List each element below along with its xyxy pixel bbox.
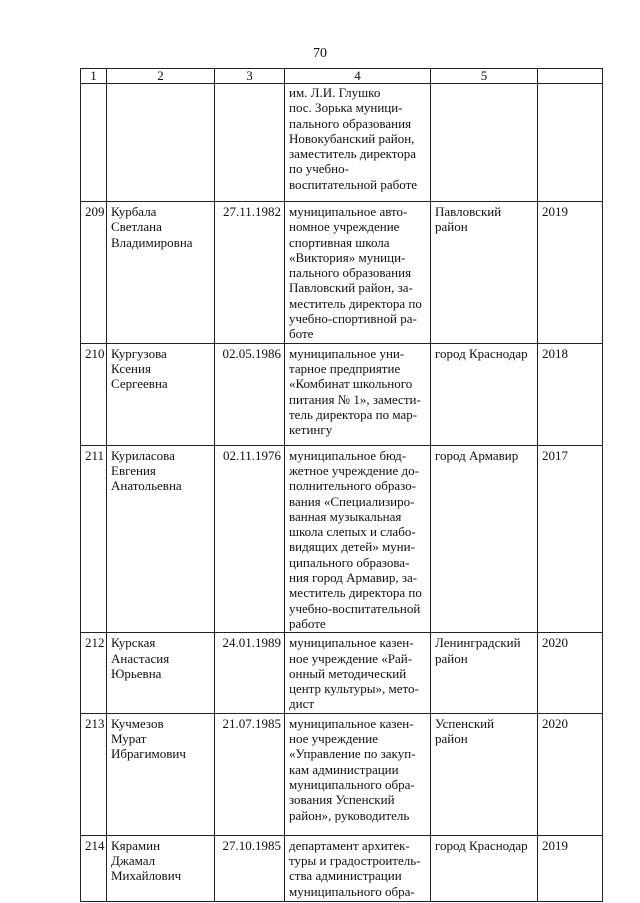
table-row [81, 202, 603, 344]
cell-num: 214 [81, 835, 107, 901]
column-header: 3 [215, 69, 285, 84]
cell-date: 02.05.1986 [215, 343, 285, 445]
column-header: 4 [285, 69, 431, 84]
cell-region: город Краснодар [431, 343, 538, 445]
cell-name: Курбала Светлана Владимировна [107, 202, 215, 344]
cell-name [107, 84, 215, 202]
table-header-row [81, 69, 603, 84]
cell-date: 02.11.1976 [215, 445, 285, 633]
cell-num: 212 [81, 633, 107, 713]
cell-organization: муниципальное авто- номное учреждение спортивная школа «Виктория» муници- пального образования Павловский район, за- меститель директора по учебно-спортивной ра- боте [285, 202, 431, 344]
cell-organization: муниципальное казен- ное учреждение «Рай- онный методический центр культуры», мето- дист [285, 633, 431, 713]
table-row [81, 445, 603, 633]
cell-num: 209 [81, 202, 107, 344]
cell-region: город Краснодар [431, 835, 538, 901]
cell-date: 27.10.1985 [215, 835, 285, 901]
cell-name: Курская Анастасия Юрьевна [107, 633, 215, 713]
page-number: 70 [313, 46, 327, 61]
column-header: 2 [107, 69, 215, 84]
cell-region: Павловский район [431, 202, 538, 344]
cell-num [81, 84, 107, 202]
table-row [81, 633, 603, 713]
table-row [81, 713, 603, 835]
cell-num: 210 [81, 343, 107, 445]
cell-region: Успенский район [431, 713, 538, 835]
cell-year: 2019 [538, 835, 603, 901]
cell-organization: муниципальное уни- тарное предприятие «Комбинат школьного питания № 1», замести- тель директора по мар- кетингу [285, 343, 431, 445]
table-row [81, 343, 603, 445]
cell-region: Ленинградский район [431, 633, 538, 713]
cell-organization: муниципальное бюд- жетное учреждение до- полнительного образо- вания «Специализиро- ванная музыкальная школа слепых и слабо- видящих детей» муни- ципального образова- ния город Армавир, за- меститель директора по учебно-воспитательной работе [285, 445, 431, 633]
cell-date: 21.07.1985 [215, 713, 285, 835]
cell-date [215, 84, 285, 202]
cell-name: Кургузова Ксения Сергеевна [107, 343, 215, 445]
registry-table [80, 68, 603, 902]
cell-region [431, 84, 538, 202]
column-header: 1 [81, 69, 107, 84]
cell-year: 2020 [538, 713, 603, 835]
cell-year: 2019 [538, 202, 603, 344]
cell-organization: им. Л.И. Глушко пос. Зорька муници- пального образования Новокубанский район, заместитель директора по учебно- воспитательной работе [285, 84, 431, 202]
cell-organization: муниципальное казен- ное учреждение «Управление по закуп- кам администрации муниципального обра- зования Успенский район», руководитель [285, 713, 431, 835]
cell-year: 2018 [538, 343, 603, 445]
column-header [538, 69, 603, 84]
cell-name: Куриласова Евгения Анатольевна [107, 445, 215, 633]
cell-date: 24.01.1989 [215, 633, 285, 713]
cell-year: 2020 [538, 633, 603, 713]
cell-name: Кучмезов Мурат Ибрагимович [107, 713, 215, 835]
cell-date: 27.11.1982 [215, 202, 285, 344]
cell-year [538, 84, 603, 202]
column-header: 5 [431, 69, 538, 84]
cell-name: Кярамин Джамал Михайлович [107, 835, 215, 901]
cell-organization: департамент архитек- туры и градостроитель- ства администрации муниципального обра- [285, 835, 431, 901]
cell-num: 213 [81, 713, 107, 835]
cell-region: город Армавир [431, 445, 538, 633]
cell-num: 211 [81, 445, 107, 633]
table-row [81, 835, 603, 901]
cell-year: 2017 [538, 445, 603, 633]
table-row-continuation [81, 84, 603, 202]
